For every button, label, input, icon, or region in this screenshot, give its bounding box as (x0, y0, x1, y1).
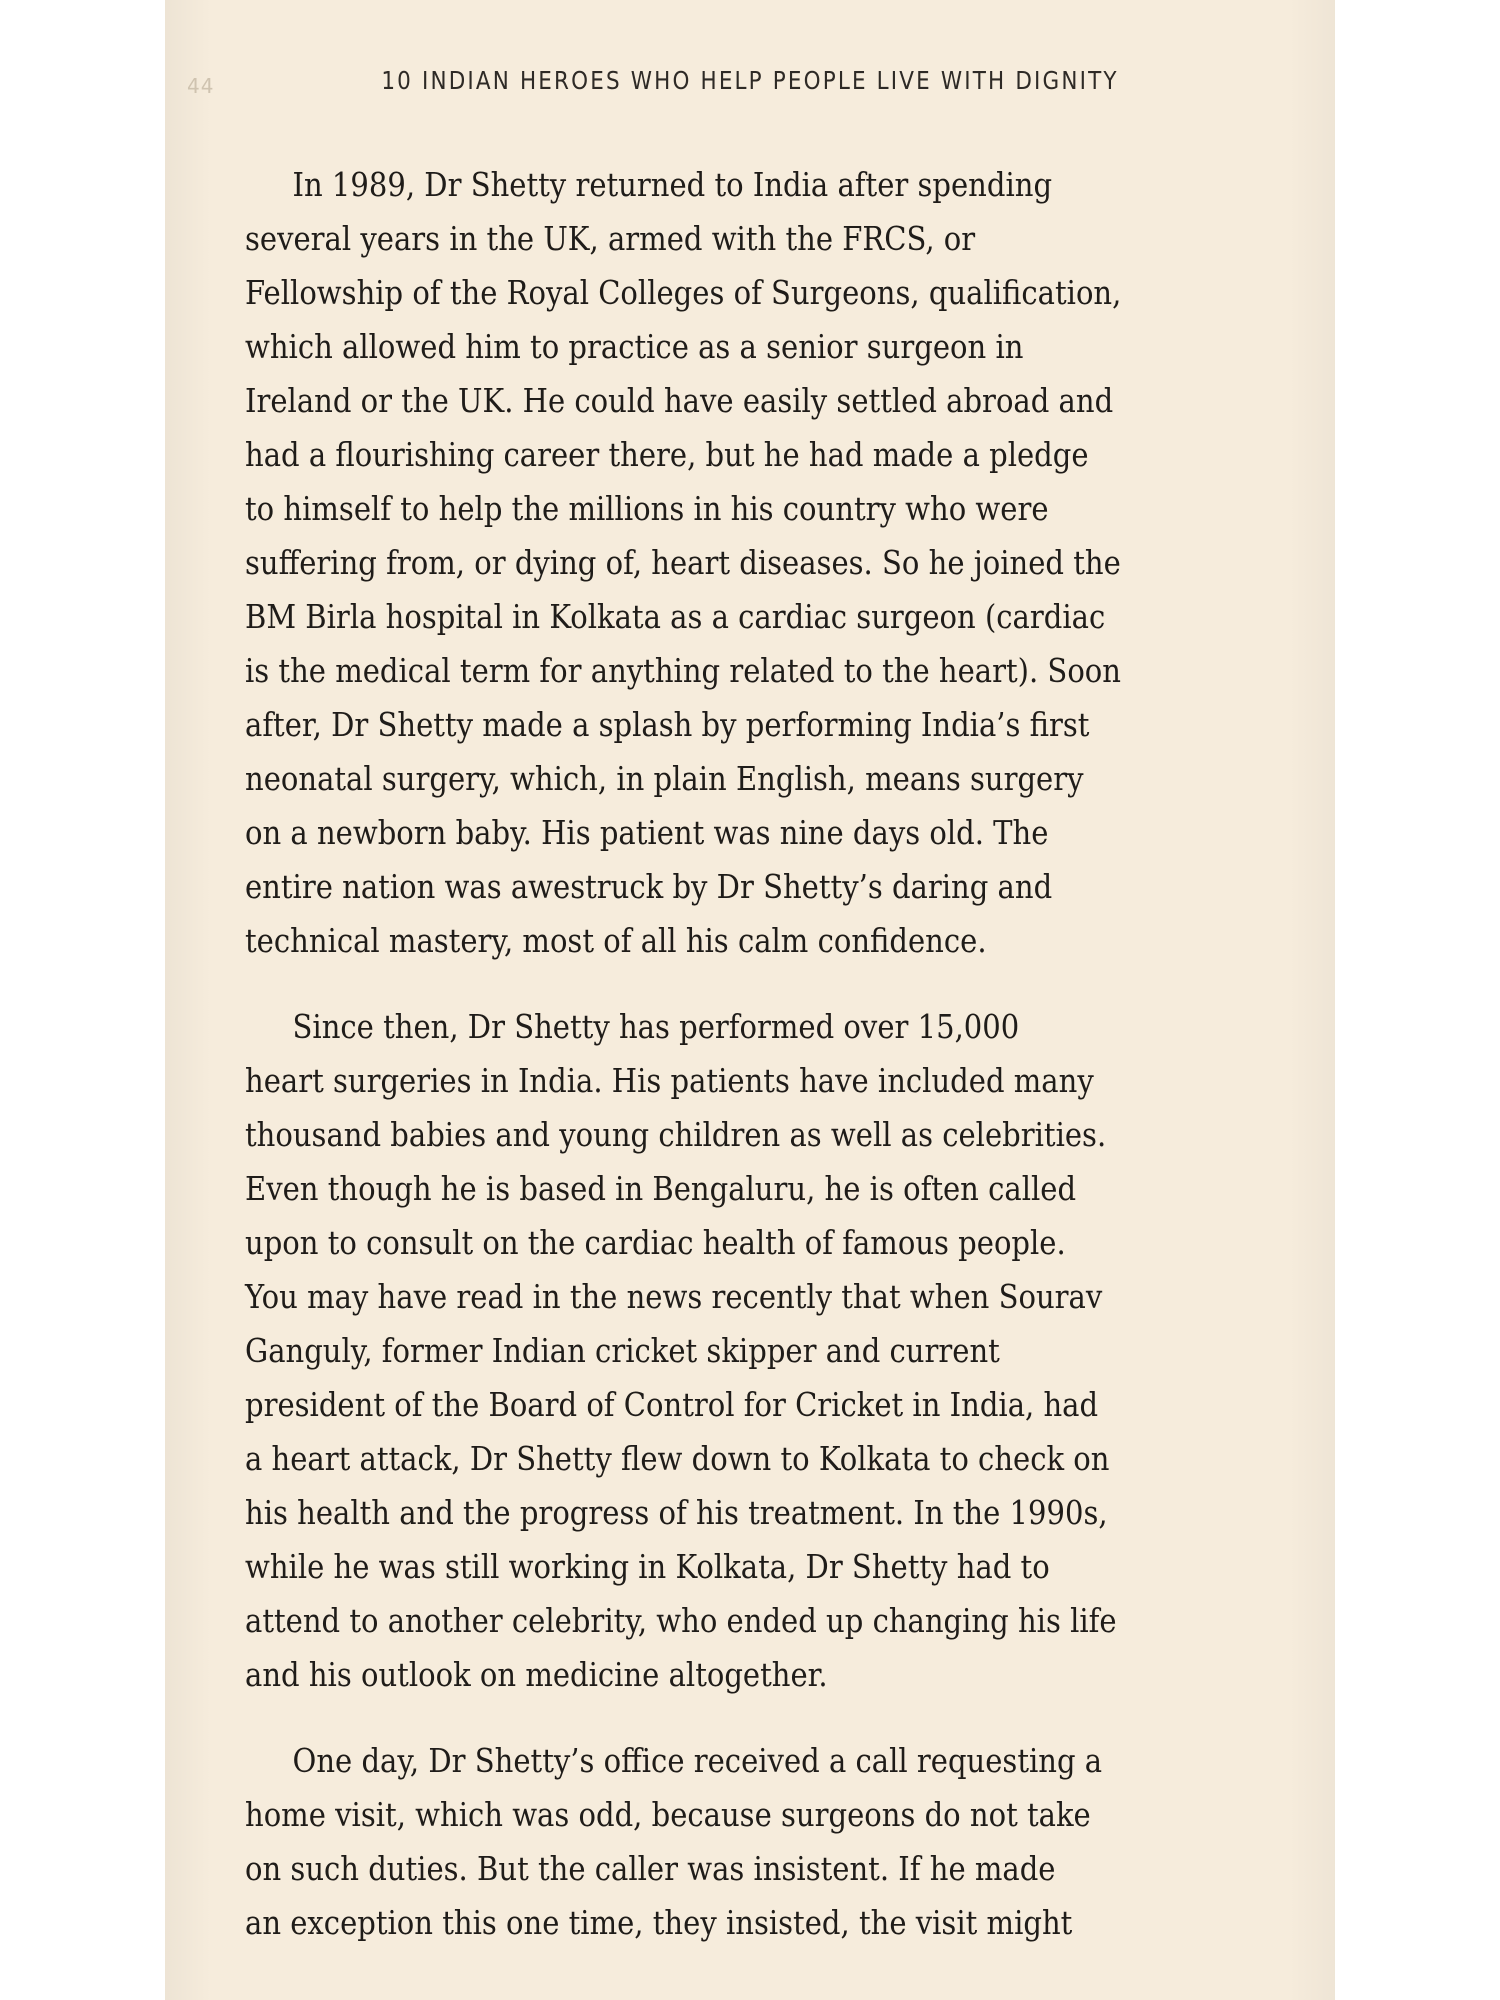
page-number: 44 (187, 74, 215, 98)
text-line: You may have read in the news recently that when Sourav (245, 1277, 1103, 1316)
text-line: an exception this one time, they insisted, the visit might (245, 1903, 1073, 1942)
text-line: his health and the progress of his treatment. In the 1990s, (245, 1493, 1108, 1532)
text-line: Even though he is based in Bengaluru, he is often called (245, 1169, 1077, 1208)
text-line: Since then, Dr Shetty has performed over 15,000 (292, 1007, 1020, 1046)
text-line: BM Birla hospital in Kolkata as a cardiac surgeon (cardiac (245, 597, 1106, 636)
paragraph-gap (245, 1702, 1309, 1734)
text-line: attend to another celebrity, who ended up changing his life (245, 1601, 1117, 1640)
text-line: entire nation was awestruck by Dr Shetty’s daring and (245, 867, 1053, 906)
text-line: a heart attack, Dr Shetty flew down to Kolkata to check on (245, 1439, 1110, 1478)
text-line: neonatal surgery, which, in plain English, means surgery (245, 759, 1084, 798)
text-line: is the medical term for anything related to the heart). Soon (245, 651, 1121, 690)
text-line: had a flourishing career there, but he had made a pledge (245, 435, 1089, 474)
text-line: to himself to help the millions in his country who were (245, 489, 1049, 528)
paragraph (245, 1000, 1309, 1702)
text-line: heart surgeries in India. His patients have included many (245, 1061, 1094, 1100)
text-line: on a newborn baby. His patient was nine days old. The (245, 813, 1049, 852)
text-line: president of the Board of Control for Cricket in India, had (245, 1385, 1099, 1424)
text-line: after, Dr Shetty made a splash by performing India’s first (245, 705, 1090, 744)
text-line: home visit, which was odd, because surgeons do not take (245, 1795, 1091, 1834)
text-line: and his outlook on medicine altogether. (245, 1655, 828, 1694)
paragraph (245, 1734, 1309, 1950)
text-line: which allowed him to practice as a senior surgeon in (245, 327, 1024, 366)
text-line: several years in the UK, armed with the FRCS, or (245, 219, 976, 258)
text-line: while he was still working in Kolkata, Dr Shetty had to (245, 1547, 1050, 1586)
text-line: upon to consult on the cardiac health of famous people. (245, 1223, 1066, 1262)
running-head: 10 INDIAN HEROES WHO HELP PEOPLE LIVE WITH DIGNITY (381, 66, 1119, 95)
text-line: thousand babies and young children as well as celebrities. (245, 1115, 1107, 1154)
paragraph-gap (245, 968, 1309, 1000)
body-text (245, 158, 1309, 1950)
text-line: Ganguly, former Indian cricket skipper and current (245, 1331, 1000, 1370)
text-line: on such duties. But the caller was insistent. If he made (245, 1849, 1056, 1888)
paragraph (245, 158, 1309, 968)
text-line: One day, Dr Shetty’s office received a call requesting a (292, 1741, 1103, 1780)
book-page (165, 0, 1335, 2000)
text-line: Fellowship of the Royal Colleges of Surgeons, qualification, (245, 273, 1122, 312)
text-line: In 1989, Dr Shetty returned to India after spending (292, 165, 1053, 204)
text-line: technical mastery, most of all his calm confidence. (245, 921, 987, 960)
text-line: Ireland or the UK. He could have easily settled abroad and (245, 381, 1114, 420)
text-line: suffering from, or dying of, heart diseases. So he joined the (245, 543, 1121, 582)
